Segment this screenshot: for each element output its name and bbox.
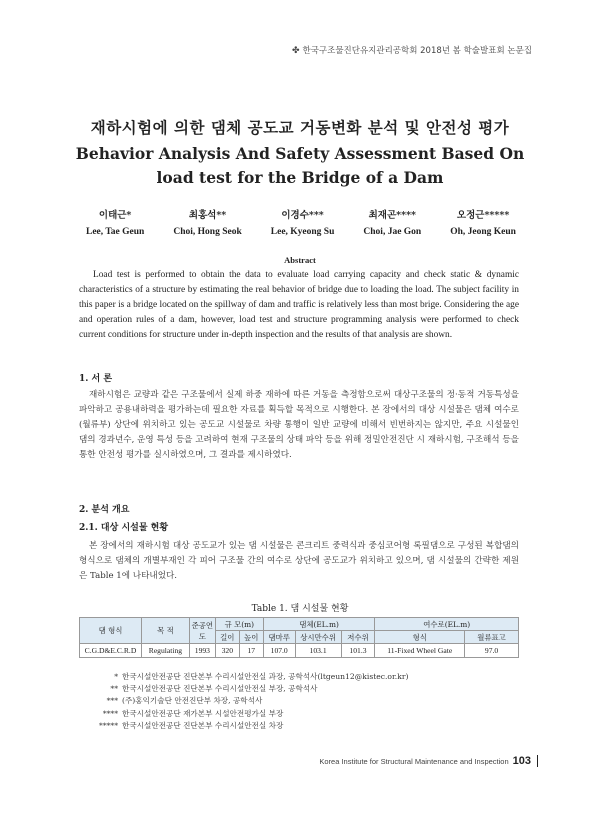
footnotes [90, 671, 408, 732]
th-year: 준공연도 [189, 618, 215, 644]
author-name-en: Oh, Jeong Keun [450, 227, 516, 237]
table-cell: 101.3 [341, 644, 375, 658]
author-name-ko: 최재곤**** [368, 210, 417, 221]
author-name-ko: 이경수*** [281, 210, 324, 221]
table-cell: 1993 [189, 644, 215, 658]
th-dam-type: 댐 형식 [80, 618, 142, 644]
section-2-1-heading: 2.1. 대상 시설물 현황 [79, 523, 169, 533]
author [86, 207, 144, 237]
title-korean: 재하시험에 의한 댐체 공도교 거동변화 분석 및 안전성 평가 [90, 118, 510, 137]
footnote [90, 671, 408, 683]
header-mark-icon: ✤ [291, 46, 300, 56]
footnote-text: 한국시설안전공단 진단본부 수리시설안전실 차장 [122, 720, 284, 730]
table-cell: 11-Fixed Wheel Gate [375, 644, 465, 658]
th-overflow: 월류표고 [465, 631, 519, 644]
th-hwl: 상시만수위 [295, 631, 341, 644]
author-name-en: Lee, Kyeong Su [270, 227, 335, 237]
footnote [90, 720, 408, 732]
th-spillway: 여수로(EL.m) [375, 618, 519, 631]
table-cell: 320 [215, 644, 239, 658]
th-scale: 규 모(m) [215, 618, 263, 631]
author [271, 207, 335, 237]
section-1-body: 재하시험은 교량과 같은 구조물에서 실제 하중 재하에 따른 거동을 측정함으로써 대상구조물의 정·동적 거동특성을 파악하고 공용내하력을 평가하는데 필요한 자료를 획득할 목적으로 시행한다. 본 장에서의 대상 시설물은 댐체 여수로(월류부) 상단에 위치하고 있는 공도교 시설물로 차량 통행이 일반 교량에 비해서 빈번하지는 않지만, 주요 시설물인 댐의 경과년수, 운영 특성 등을 고려하여 현재 구조물의 상태 파악 등을 위해 정밀안전진단 시 재하시험, 구조해석 등을 통한 안전성 평가를 실시하였으며, 그 결과를 제시하였다. [79, 390, 519, 461]
facility-table [79, 617, 519, 658]
table-cell: 103.1 [295, 644, 341, 658]
footnote-text: 한국시설안전공단 진단본부 수리시설안전실 과장, 공학석사(ltgeun12@kistec.or.kr) [122, 672, 409, 681]
author [450, 207, 516, 237]
th-purpose: 목 적 [141, 618, 189, 644]
abstract-heading: Abstract [284, 255, 316, 265]
footnote [90, 695, 408, 707]
abstract-body: Load test is performed to obtain the data to evaluate load carrying capacity and check static & dynamic characteristics of a structure by estimating the real behavior of bridge due to loading the load. The subject facility in this paper is a bridge located on the spillway of dam and traffic is relatively less than most brige. Considering the age and operation rules of a dam, however, load test and structure programming analysis were performed to check current conditions for structure under in-depth inspection and the results of that analysis are shown. [79, 270, 519, 340]
table-cell: C.G.D&E.C.R.D [80, 644, 142, 658]
th-length: 길이 [215, 631, 239, 644]
table-row [80, 644, 519, 658]
page-number: 103 [513, 755, 538, 767]
author-list [86, 207, 516, 237]
table-caption: Table 1. 댐 시설물 현황 [251, 604, 349, 614]
section-1-heading: 1. 서 론 [79, 374, 113, 384]
footnote-text: (주)홍익기술단 안전진단부 차장, 공학석사 [122, 696, 263, 706]
author-name-ko: 오정근***** [456, 210, 510, 221]
footnote-mark: **** [102, 708, 118, 718]
table-cell: 107.0 [263, 644, 295, 658]
author-name-ko: 이태근* [98, 210, 132, 221]
author [173, 207, 241, 237]
header-text: 한국구조물진단유지관리공학회 2018년 봄 학술발표회 논문집 [302, 46, 532, 56]
page-footer [319, 755, 538, 767]
th-dam-el: 댐체(EL.m) [263, 618, 375, 631]
footnote-text: 한국시설안전공단 진단본부 수리시설안전실 부장, 공학석사 [122, 684, 318, 694]
author [363, 207, 421, 237]
section-2-heading: 2. 분석 개요 [79, 505, 130, 515]
th-crest: 댐마루 [263, 631, 295, 644]
footnote-mark: ** [110, 684, 118, 694]
footnote-mark: * [114, 672, 118, 681]
running-header [292, 44, 532, 56]
footnote [90, 708, 408, 720]
footnote-mark: *** [106, 696, 118, 706]
footnote [90, 683, 408, 695]
section-2-1-body: 본 장에서의 재하시험 대상 공도교가 있는 댐 시설물은 콘크리트 중력식과 중심코어형 록필댐으로 구성된 복합댐의 형식으로 댐체의 개별부재인 각 피어 구조물 간의 여수로 상단에 공도교가 위치하고 있으며, 댐 시설물의 간략한 제원은 Table 1에 나타내었다. [79, 541, 519, 582]
footnote-mark: ***** [99, 720, 118, 730]
author-name-en: Lee, Tae Geun [86, 227, 145, 237]
table-cell: 97.0 [465, 644, 519, 658]
th-gate-type: 형식 [375, 631, 465, 644]
title-english: Behavior Analysis And Safety Assessment Based On load test for the Bridge of a Dam [75, 144, 525, 187]
table-cell: Regulating [141, 644, 189, 658]
footnote-text: 한국시설안전공단 재가본부 시설안전평가실 부장 [122, 708, 284, 718]
table-cell: 17 [239, 644, 263, 658]
th-lwl: 저수위 [341, 631, 375, 644]
author-name-ko: 최홍석** [188, 210, 227, 221]
th-height: 높이 [239, 631, 263, 644]
author-name-en: Choi, Jae Gon [363, 227, 422, 237]
author-name-en: Choi, Hong Seok [173, 227, 242, 237]
footer-journal: Korea Institute for Structural Maintenance and Inspection [319, 757, 509, 766]
